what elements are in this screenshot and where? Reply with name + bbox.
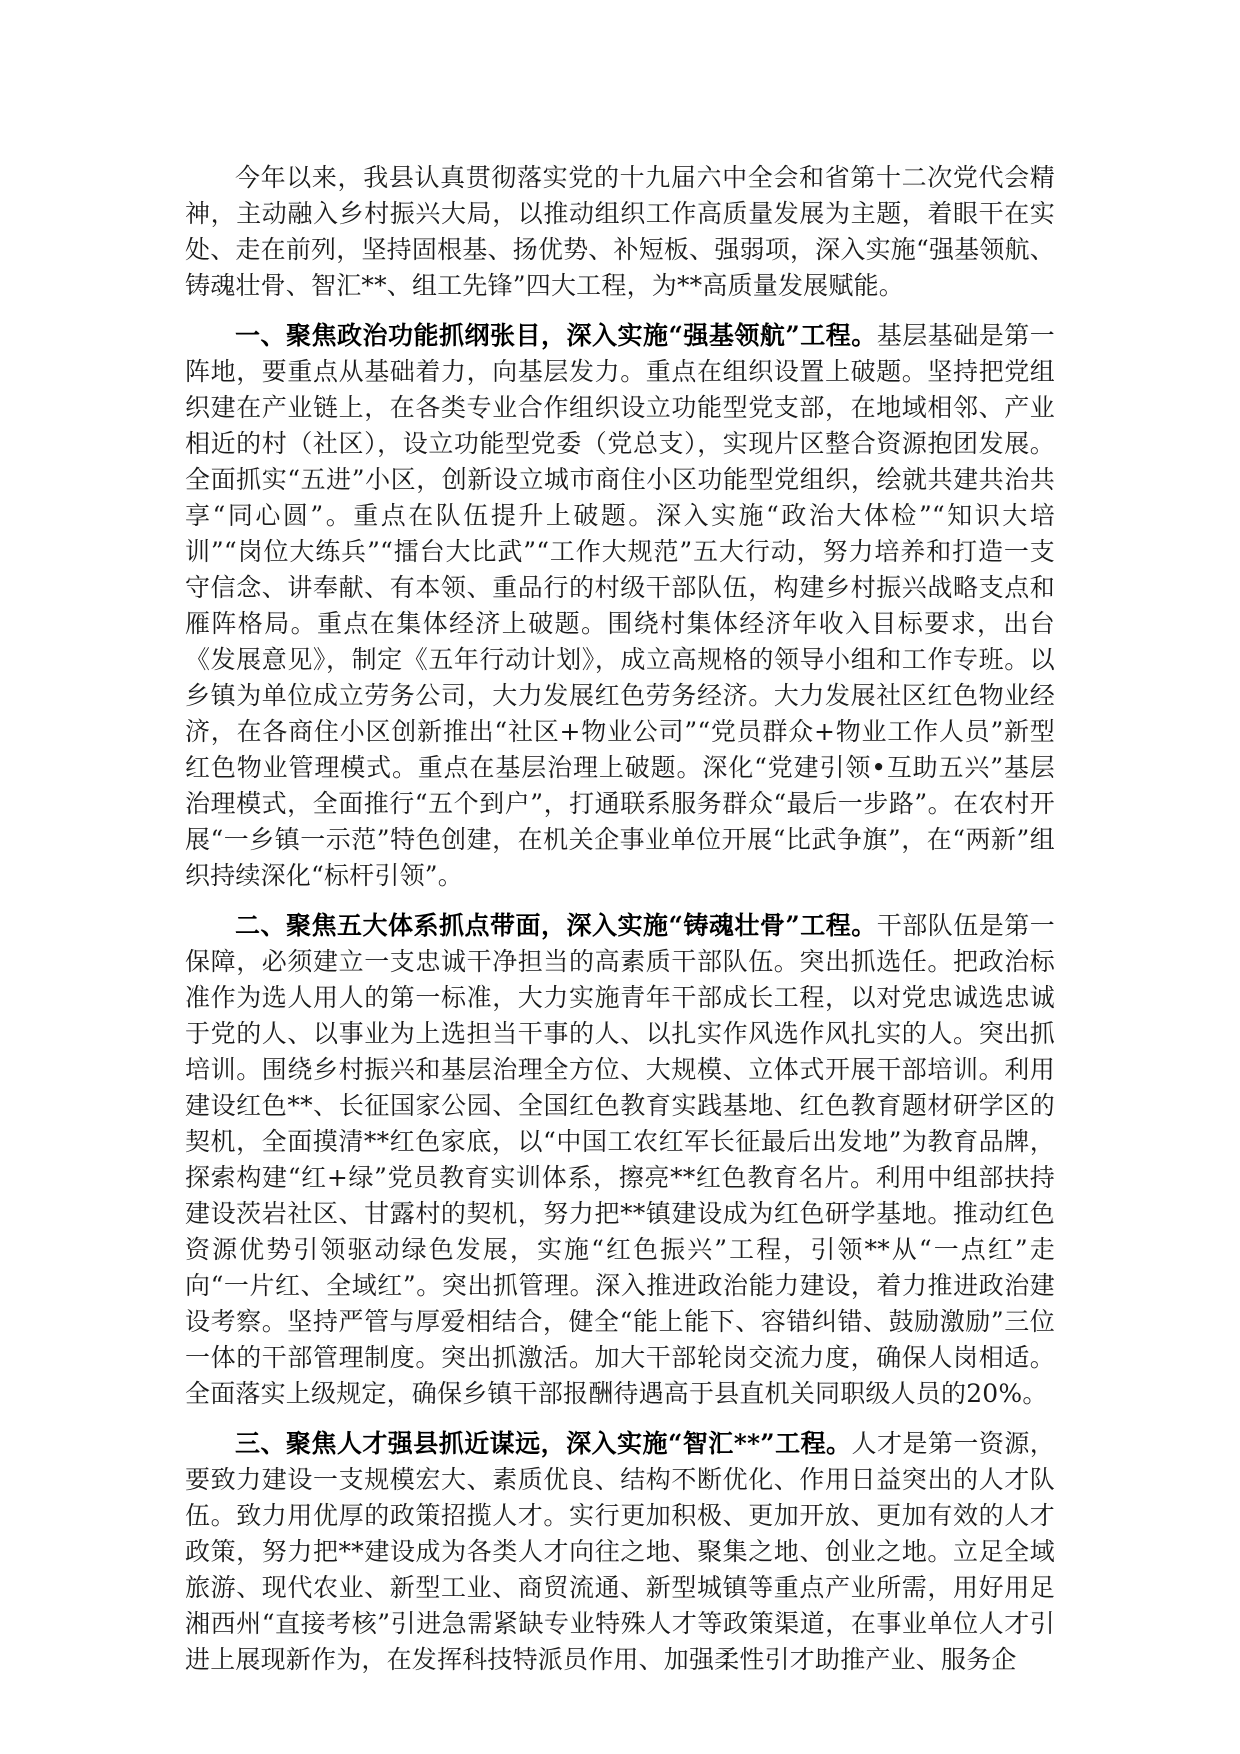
section-3-heading: 三、聚焦人才强县抓近谋远，深入实施“智汇**”工程。: [235, 1429, 852, 1458]
section-2-heading: 二、聚焦五大体系抓点带面，深入实施“铸魂壮骨”工程。: [235, 911, 877, 940]
section-1-paragraph: [185, 318, 1055, 894]
section-2-text: 干部队伍是第一保障，必须建立一支忠诚干净担当的高素质干部队伍。突出抓选任。把政治标准作为选人用人的第一标准，大力实施青年干部成长工程，以对党忠诚选忠诚于党的人、以事业为上选担当干事的人、以扎实作风选作风扎实的人。突出抓培训。围绕乡村振兴和基层治理全方位、大规模、立体式开展干部培训。利用建设红色**、长征国家公园、全国红色教育实践基地、红色教育题材研学区的契机，全面摸清**红色家底，以“中国工农红军长征最后出发地”为教育品牌，探索构建“红+绿”党员教育实训体系，擦亮**红色教育名片。利用中组部扶持建设茨岩社区、甘露村的契机，努力把**镇建设成为红色研学基地。推动红色资源优势引领驱动绿色发展，实施“红色振兴”工程，引领**从“一点红”走向“一片红、全域红”。突出抓管理。深入推进政治能力建设，着力推进政治建设考察。坚持严管与厚爱相结合，健全“能上能下、容错纠错、鼓励激励”三位一体的干部管理制度。突出抓激活。加大干部轮岗交流力度，确保人岗相适。全面落实上级规定，确保乡镇干部报酬待遇高于县直机关同职级人员的20%。: [185, 911, 1056, 1408]
section-3-paragraph: [185, 1426, 1055, 1678]
document-body: [185, 160, 1055, 1692]
intro-paragraph-text: 今年以来，我县认真贯彻落实党的十九届六中全会和省第十二次党代会精神，主动融入乡村振兴大局，以推动组织工作高质量发展为主题，着眼干在实处、走在前列，坚持固根基、扬优势、补短板、强弱项，深入实施“强基领航、铸魂壮骨、智汇**、组工先锋”四大工程，为**高质量发展赋能。: [185, 163, 1055, 300]
section-3-text: 人才是第一资源，要致力建设一支规模宏大、素质优良、结构不断优化、作用日益突出的人才队伍。致力用优厚的政策招揽人才。实行更加积极、更加开放、更加有效的人才政策，努力把**建设成为各类人才向往之地、聚集之地、创业之地。立足全域旅游、现代农业、新型工业、商贸流通、新型城镇等重点产业所需，用好用足湘西州“直接考核”引进急需紧缺专业特殊人才等政策渠道，在事业单位人才引进上展现新作为，在发挥科技特派员作用、加强柔性引才助推产业、服务企: [185, 1429, 1056, 1674]
section-1-text: 基层基础是第一阵地，要重点从基础着力，向基层发力。重点在组织设置上破题。坚持把党组织建在产业链上，在各类专业合作组织设立功能型党支部，在地域相邻、产业相近的村（社区），设立功能型党委（党总支），实现片区整合资源抱团发展。全面抓实“五进”小区，创新设立城市商住小区功能型党组织，绘就共建共治共享“同心圆”。重点在队伍提升上破题。深入实施“政治大体检”“知识大培训”“岗位大练兵”“擂台大比武”“工作大规范”五大行动，努力培养和打造一支守信念、讲奉献、有本领、重品行的村级干部队伍，构建乡村振兴战略支点和雁阵格局。重点在集体经济上破题。围绕村集体经济年收入目标要求，出台《发展意见》，制定《五年行动计划》，成立高规格的领导小组和工作专班。以乡镇为单位成立劳务公司，大力发展红色劳务经济。大力发展社区红色物业经济，在各商住小区创新推出“社区+物业公司”“党员群众+物业工作人员”新型红色物业管理模式。重点在基层治理上破题。深化“党建引领•互助五兴”基层治理模式，全面推行“五个到户”，打通联系服务群众“最后一步路”。在农村开展“一乡镇一示范”特色创建，在机关企事业单位开展“比武争旗”，在“两新”组织持续深化“标杆引领”。: [185, 321, 1056, 890]
section-1-heading: 一、聚焦政治功能抓纲张目，深入实施“强基领航”工程。: [235, 321, 877, 350]
intro-paragraph: [185, 160, 1055, 304]
section-2-paragraph: [185, 908, 1055, 1412]
